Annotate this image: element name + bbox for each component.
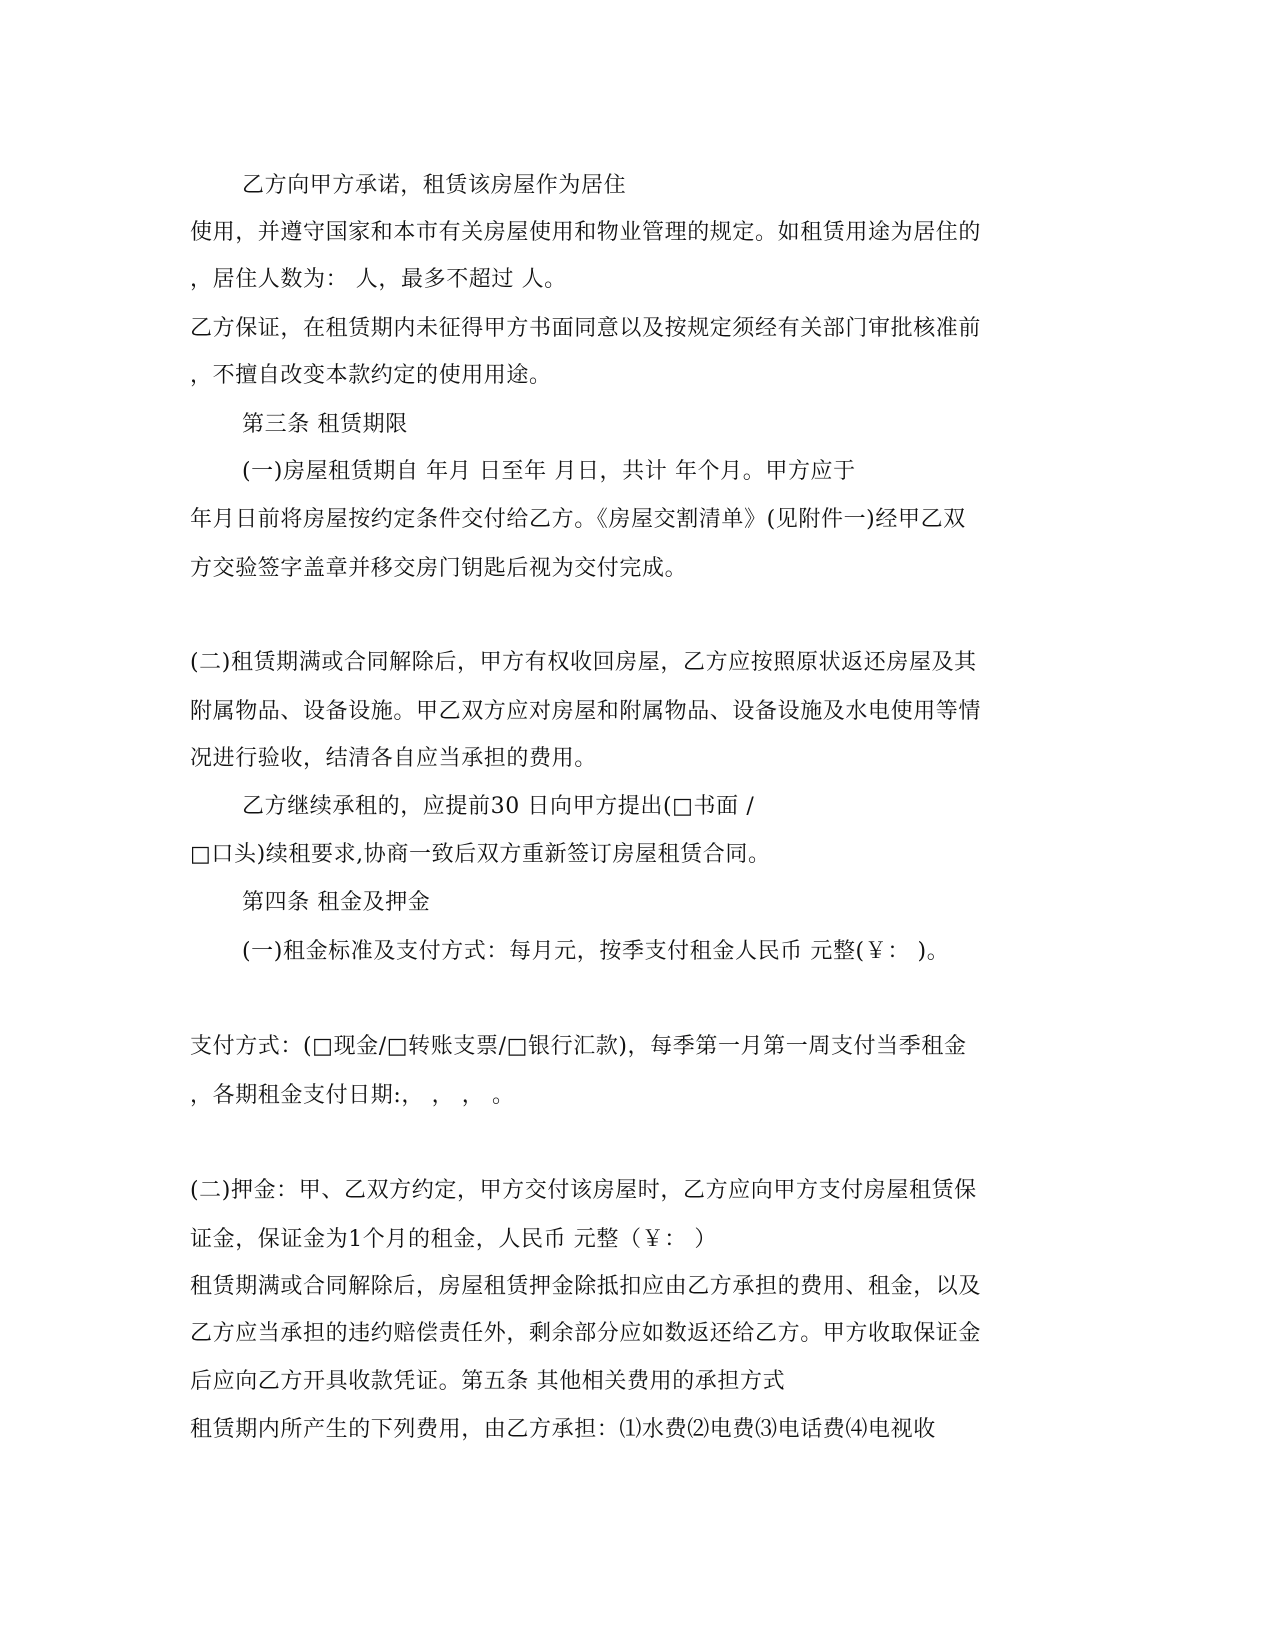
text-line: (二)租赁期满或合同解除后，甲方有权收回房屋，乙方应按照原状返还房屋及其 <box>190 650 977 675</box>
section-heading: 第四条 租金及押金 <box>242 890 431 915</box>
text-line: 方交验签字盖章并移交房门钥匙后视为交付完成。 <box>190 556 688 581</box>
text-line: 况进行验收，结清各自应当承担的费用。 <box>190 746 597 771</box>
section-heading: 第三条 租赁期限 <box>242 412 408 437</box>
text-line: ，不擅自改变本款约定的使用用途。 <box>190 363 552 388</box>
text-line: 支付方式：(□现金/□转账支票/□银行汇款)，每季第一月第一周支付当季租金 <box>190 1034 967 1059</box>
text-line: ，居住人数为： 人，最多不超过 人。 <box>190 267 567 292</box>
text-line: (二)押金：甲、乙双方约定，甲方交付该房屋时，乙方应向甲方支付房屋租赁保 <box>190 1178 977 1203</box>
text-line: 乙方保证，在租赁期内未征得甲方书面同意以及按规定须经有关部门审批核准前 <box>190 316 982 341</box>
text-line: 附属物品、设备设施。甲乙双方应对房屋和附属物品、设备设施及水电使用等情 <box>190 699 982 724</box>
text-line: 使用，并遵守国家和本市有关房屋使用和物业管理的规定。如租赁用途为居住的 <box>190 220 982 245</box>
text-line: ，各期租金支付日期:， ， ， 。 <box>190 1083 515 1108</box>
text-line: 乙方继续承租的，应提前30 日向甲方提出(□书面 / <box>242 794 755 819</box>
text-line: 证金，保证金为1个月的租金，人民币 元整（￥： ） <box>190 1227 717 1252</box>
text-line: (一)租金标准及支付方式：每月元，按季支付租金人民币 元整(￥： )。 <box>242 939 950 964</box>
text-line: 后应向乙方开具收款凭证。第五条 其他相关费用的承担方式 <box>190 1369 786 1394</box>
text-line: 租赁期满或合同解除后，房屋租赁押金除抵扣应由乙方承担的费用、租金，以及 <box>190 1274 982 1299</box>
text-line: 乙方向甲方承诺，租赁该房屋作为居住 <box>242 173 627 198</box>
text-line: (一)房屋租赁期自 年月 日至年 月日，共计 年个月。甲方应于 <box>242 459 856 484</box>
text-line: 年月日前将房屋按约定条件交付给乙方。《房屋交割清单》(见附件一)经甲乙双 <box>190 507 966 532</box>
text-line: 乙方应当承担的违约赔偿责任外，剩余部分应如数返还给乙方。甲方收取保证金 <box>190 1321 982 1346</box>
text-line: □口头)续租要求,协商一致后双方重新签订房屋租赁合同。 <box>190 842 771 867</box>
text-line: 租赁期内所产生的下列费用，由乙方承担：⑴水费⑵电费⑶电话费⑷电视收 <box>190 1417 936 1442</box>
